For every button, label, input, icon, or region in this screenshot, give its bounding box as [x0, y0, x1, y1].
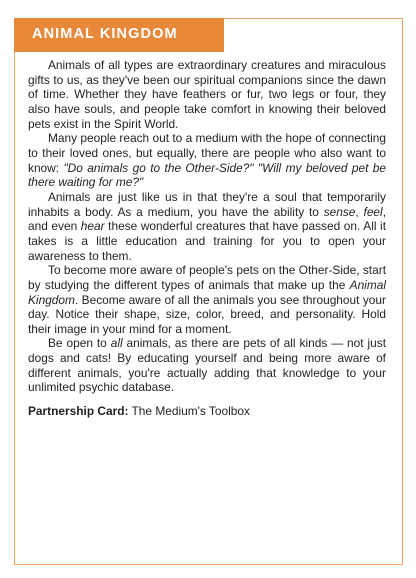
- section-title: ANIMAL KINGDOM: [14, 18, 224, 52]
- paragraph-4: [28, 263, 386, 336]
- hear-emphasis: hear: [80, 219, 105, 234]
- paragraph-3-text-c: , and even: [28, 204, 386, 234]
- paragraph-5-text-a: Be open to: [48, 336, 111, 351]
- paragraph-1: Animals of all types are extraordinary creatures and miraculous gifts to us, as they've been our spiritual companions since the dawn of time. Whether they have feathers or fur, two legs or four, they also have souls, and people take comfort in knowing their beloved pets exist in the Spirit World.: [28, 58, 386, 131]
- all-emphasis: all: [110, 336, 123, 351]
- sense-emphasis: sense: [323, 204, 356, 219]
- paragraph-3-text-a: Animals are just like us in that they're a soul that temporarily inhabits a body. As a medium, you have the ability to: [28, 189, 386, 219]
- paragraph-4-text-b: . Become aware of all the animals you see throughout your day. Notice their shape, size, color, breed, and personality. Hold their image in your mind for a moment.: [28, 292, 386, 336]
- paragraph-3-text-b: ,: [355, 204, 364, 219]
- partnership-card-line: [28, 404, 386, 419]
- partnership-card-label: Partnership Card:: [28, 404, 129, 419]
- paragraph-2: [28, 131, 386, 190]
- paragraph-3-text-d: these wonderful creatures that have passed on. All it takes is a little education and training for you to open your awareness to them.: [28, 219, 386, 263]
- feel-emphasis: feel: [363, 204, 383, 219]
- partnership-card-value: The Medium's Toolbox: [128, 404, 250, 419]
- paragraph-2-text: Many people reach out to a medium with the hope of connecting to their loved ones, but equally, there are people who also want to know:: [28, 131, 386, 175]
- animal-kingdom-emphasis: Animal Kingdom: [28, 277, 386, 307]
- paragraph-2-quote: "Do animals go to the Other-Side?" "Will my beloved pet be there waiting for me?": [28, 160, 386, 190]
- paragraph-5: [28, 336, 386, 395]
- paragraph-3: [28, 190, 386, 263]
- paragraph-4-text-a: To become more aware of people's pets on the Other-Side, start by studying the different types of animals that make up the: [28, 263, 386, 292]
- paragraph-5-text-b: animals, as there are pets of all kinds — not just dogs and cats! By educating yourself and being more aware of different animals, you're actually adding that knowledge to your unlimited psychic database.: [28, 336, 386, 395]
- article-body: [28, 58, 386, 419]
